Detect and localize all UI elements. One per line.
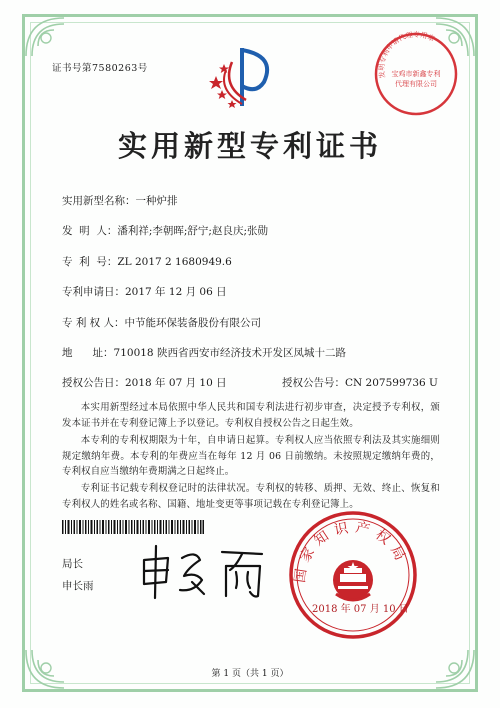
seal-arc-text: 国家知识产权局: [292, 519, 411, 584]
patent-number-label: 专 利 号：: [62, 256, 118, 268]
agent-seal-line-2: 代理有限公司: [395, 80, 437, 88]
paragraph-grant: 本实用新型经过本局依照中华人民共和国专利法进行初步审查，决定授予专利权，颁发本证书并在专利登记簿上予以登记。专利权自授权公告之日起生效。: [62, 402, 440, 429]
grant-date-value: 2018 年 07 月 10 日: [125, 377, 227, 389]
barcode-icon: [62, 520, 204, 534]
corner-ornament-bottom-left: [24, 630, 84, 690]
agent-seal-arc-text: 发明专利申请代理专用章: [377, 30, 436, 79]
address-value: 710018 陕西省西安市经济技术开发区凤城十二路: [113, 347, 346, 359]
grant-number-value: CN 207599736 U: [345, 377, 438, 389]
utility-name-label: 实用新型名称：: [62, 195, 136, 207]
utility-name-field: [62, 193, 178, 208]
holder-value: 中节能环保装备股份有限公司: [124, 317, 262, 329]
address-label: 地 址：: [62, 347, 114, 359]
certificate-title: 实用新型专利证书: [117, 129, 382, 163]
filing-date-label: 专利申请日：: [62, 286, 125, 298]
national-ip-office-seal: [286, 508, 420, 642]
grant-date-label: 授权公告日：: [62, 377, 125, 389]
corner-ornament-bottom-right: [416, 630, 476, 690]
director-name: 申长雨: [62, 580, 94, 592]
seal-date: 2018 年 07 月 10 日: [312, 604, 409, 615]
address-field: [62, 345, 346, 360]
patent-number-value: ZL 2017 2 1680949.6: [117, 256, 232, 268]
national-emblem-icon: [333, 560, 373, 600]
holder-field: [62, 315, 261, 330]
grant-number-field: [282, 375, 438, 390]
agent-seal-stamp: [372, 30, 460, 118]
inventor-field: [62, 223, 268, 238]
utility-name-value: 一种炉排: [135, 195, 178, 207]
page-footer: 第 1 页（共 1 页）: [211, 669, 289, 679]
grant-date-field: [62, 375, 227, 390]
patent-number-field: [62, 254, 232, 269]
certificate-number: 证书号第7580263号: [52, 63, 148, 74]
paragraph-status: 专利证书记载专利权登记时的法律状况。专利权的转移、质押、无效、终止、恢复和专利权人的姓名或名称、国籍、地址变更等事项记载在专利登记簿上。: [62, 483, 440, 510]
paragraph-term: 本专利的专利权期限为十年，自申请日起算。专利权人应当依照专利法及其实施细则规定缴纳年费。本专利的年费应当在每年 12 月 06 日前缴纳。未按照规定缴纳年费的，专利权自应当缴纳年费期满之日起终止。: [62, 435, 440, 477]
filing-date-field: [62, 284, 227, 299]
patent-office-logo-icon: [202, 42, 278, 114]
handwritten-signature: [138, 542, 268, 600]
filing-date-value: 2017 年 12 月 06 日: [125, 286, 227, 298]
director-title: 局长: [62, 558, 83, 570]
agent-seal-line-1: 宝鸡市新鑫专利: [391, 70, 441, 78]
inventor-label: 发 明 人：: [62, 225, 118, 237]
grant-number-label: 授权公告号：: [282, 377, 345, 389]
holder-label: 专 利 权 人：: [62, 317, 125, 329]
inventor-value: 潘利祥;李朝晖;舒宁;赵良庆;张勋: [117, 225, 269, 237]
